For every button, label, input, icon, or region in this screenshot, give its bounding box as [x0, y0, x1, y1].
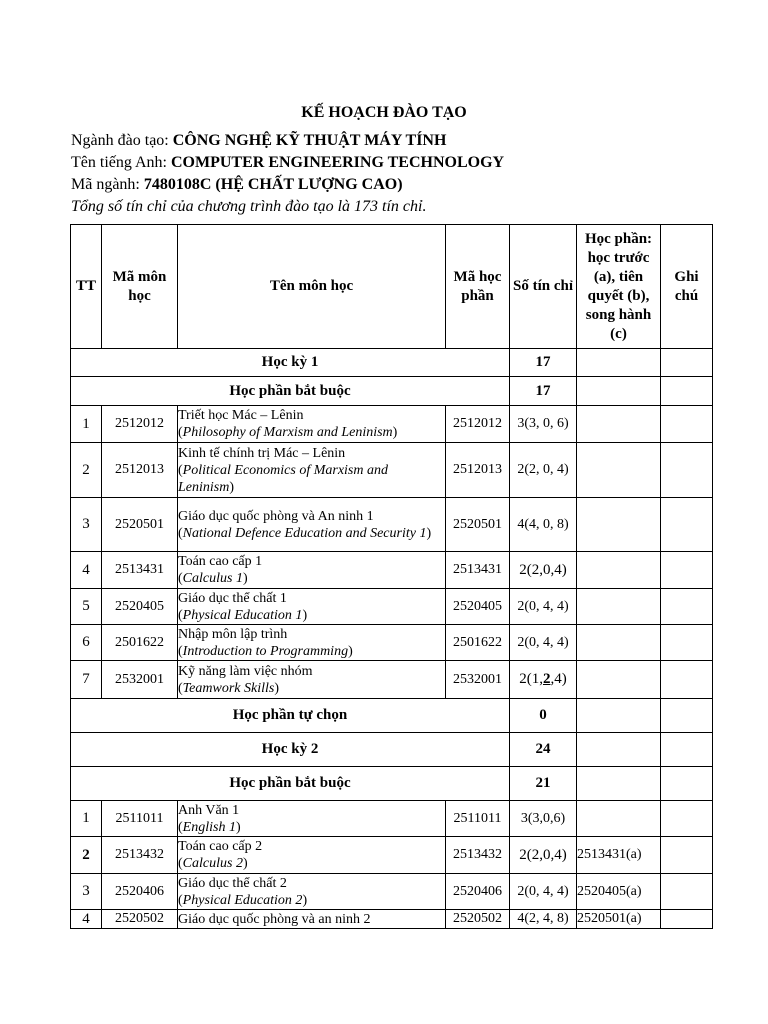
course-name-vi: Giáo dục quốc phòng và An ninh 1: [178, 508, 374, 524]
total-credits-note: Tổng số tín chỉ của chương trình đào tạo là 173 tín chỉ.: [71, 198, 427, 215]
row-index: 7: [71, 661, 102, 699]
credits: 3(3,0,6): [510, 801, 577, 837]
section-code: 2532001: [446, 661, 510, 699]
group-credits: 17: [510, 377, 577, 406]
course-code: 2513431: [102, 552, 178, 589]
course-name-vi: Giáo dục thể chất 2: [178, 875, 287, 891]
note: [661, 498, 713, 552]
row-index: 4: [71, 552, 102, 589]
row-index: 5: [71, 589, 102, 625]
semester-row: [71, 349, 713, 377]
course-name: Triết học Mác – Lênin (Philosophy of Marxism and Leninism): [178, 406, 446, 443]
note: [661, 406, 713, 443]
major-code-value: 7480108C (HỆ CHẤT LƯỢNG CAO): [143, 176, 403, 193]
major-line: [71, 130, 446, 152]
course-name: Toán cao cấp 1 (Calculus 1): [178, 552, 446, 589]
course-name-vi: Anh Văn 1: [178, 802, 240, 818]
section-code: 2501622: [446, 625, 510, 661]
table-row: [71, 837, 713, 874]
section-code: 2520501: [446, 498, 510, 552]
course-code: 2520502: [102, 910, 178, 929]
row-index: 1: [71, 801, 102, 837]
course-name-en: Calculus 1: [182, 571, 243, 586]
course-code: 2520406: [102, 874, 178, 910]
table-row: [71, 801, 713, 837]
group-credits: 0: [510, 699, 577, 733]
section-code: 2512013: [446, 443, 510, 498]
course-name: Anh Văn 1 (English 1): [178, 801, 446, 837]
prerequisites: 2513431(a): [577, 837, 661, 874]
credits-underlined-part: 2: [543, 671, 551, 687]
section-code: 2512012: [446, 406, 510, 443]
curriculum-table: [70, 224, 713, 929]
semester-label: Học kỳ 1: [71, 349, 510, 377]
table-header-row: [71, 225, 713, 349]
section-code: 2513431: [446, 552, 510, 589]
header-course-name: Tên môn học: [178, 225, 446, 349]
course-name-en: Physical Education 1: [182, 607, 303, 623]
note: [661, 801, 713, 837]
major-code-line: [71, 174, 403, 196]
row-index: 1: [71, 406, 102, 443]
group-label: Học phần tự chọn: [71, 699, 510, 733]
credits: 4(2, 4, 8): [510, 910, 577, 929]
row-index: 3: [71, 874, 102, 910]
course-name: Giáo dục thể chất 1 (Physical Education 1): [178, 589, 446, 625]
semester-credits: 17: [510, 349, 577, 377]
course-name-en: National Defence Education and Security 1: [182, 525, 427, 541]
course-name-en: Introduction to Programming: [182, 643, 349, 659]
course-code: 2501622: [102, 625, 178, 661]
semester-credits: 24: [510, 733, 577, 767]
header-credits: Số tín chỉ: [510, 225, 577, 349]
course-name: Giáo dục quốc phòng và An ninh 1 (National Defence Education and Security 1): [178, 498, 446, 552]
course-code: 2532001: [102, 661, 178, 699]
course-name-en: Physical Education 2: [182, 892, 303, 908]
table-row: [71, 910, 713, 929]
header-course-code: Mã môn học: [102, 225, 178, 349]
table-row: [71, 443, 713, 498]
group-credits: 21: [510, 767, 577, 801]
course-name-vi: Toán cao cấp 2: [178, 839, 263, 854]
course-name-en: Calculus 2: [182, 856, 243, 871]
english-name-label: Tên tiếng Anh:: [71, 154, 171, 171]
course-name-vi: Triết học Mác – Lênin: [178, 408, 304, 423]
row-index: 4: [71, 910, 102, 929]
section-code: 2511011: [446, 801, 510, 837]
course-name: Nhập môn lập trình (Introduction to Programming): [178, 625, 446, 661]
note: [661, 874, 713, 910]
prerequisites: 2520405(a): [577, 874, 661, 910]
prerequisites: [577, 801, 661, 837]
prerequisites: [577, 498, 661, 552]
note: [661, 552, 713, 589]
table-row: [71, 661, 713, 699]
course-name-vi: Toán cao cấp 1: [178, 554, 263, 569]
course-name-vi: Kỹ năng làm việc nhóm: [178, 663, 313, 679]
note: [661, 589, 713, 625]
course-code: 2520501: [102, 498, 178, 552]
prerequisites: [577, 552, 661, 589]
prerequisites: [577, 443, 661, 498]
course-name: Giáo dục quốc phòng và an ninh 2: [178, 910, 446, 929]
row-index: 6: [71, 625, 102, 661]
credits: 4(4, 0, 8): [510, 498, 577, 552]
required-group-row: [71, 767, 713, 801]
semester-row: [71, 733, 713, 767]
table-row: [71, 498, 713, 552]
credits: [510, 661, 577, 699]
header-section-code: Mã học phần: [446, 225, 510, 349]
section-code: 2520406: [446, 874, 510, 910]
course-code: 2520405: [102, 589, 178, 625]
header-tt: TT: [71, 225, 102, 349]
note: [661, 443, 713, 498]
major-code-label: Mã ngành:: [71, 176, 144, 193]
course-name: Toán cao cấp 2 (Calculus 2): [178, 837, 446, 874]
note: [661, 837, 713, 874]
section-code: 2513432: [446, 837, 510, 874]
course-name: Giáo dục thể chất 2 (Physical Education 2): [178, 874, 446, 910]
course-name-vi: Nhập môn lập trình: [178, 626, 288, 642]
credits: 2(0, 4, 4): [510, 874, 577, 910]
semester-label: Học kỳ 2: [71, 733, 510, 767]
credits: 3(3, 0, 6): [510, 406, 577, 443]
header-prerequisites: Học phần: học trước (a), tiên quyết (b), song hành (c): [577, 225, 661, 349]
prerequisites: [577, 625, 661, 661]
english-name-line: [71, 152, 504, 174]
course-name: Kinh tế chính trị Mác – Lênin (Political Economics of Marxism and Leninism): [178, 443, 446, 498]
table-row: [71, 589, 713, 625]
course-code: 2511011: [102, 801, 178, 837]
table-row: [71, 625, 713, 661]
english-name-value: COMPUTER ENGINEERING TECHNOLOGY: [170, 154, 505, 171]
group-label: Học phần bắt buộc: [71, 377, 510, 406]
note: [661, 910, 713, 929]
course-code: 2512013: [102, 443, 178, 498]
prerequisites: 2520501(a): [577, 910, 661, 929]
course-name-en: English 1: [182, 819, 236, 835]
note: [661, 625, 713, 661]
credits: 2(2,0,4): [510, 837, 577, 874]
section-code: 2520405: [446, 589, 510, 625]
header-note: Ghi chú: [661, 225, 713, 349]
major-label: Ngành đào tạo:: [71, 132, 173, 149]
document-title: KẾ HOẠCH ĐÀO TẠO: [301, 104, 467, 121]
prerequisites: [577, 661, 661, 699]
credits: 2(0, 4, 4): [510, 589, 577, 625]
credits-part: 2(1,: [519, 671, 543, 687]
course-code: 2513432: [102, 837, 178, 874]
row-index: 2: [71, 837, 102, 874]
credits-part: ,4): [550, 671, 567, 687]
prerequisites: [577, 406, 661, 443]
course-name-en: Political Economics of Marxism and Leninism: [178, 462, 388, 495]
course-name-en: Philosophy of Marxism and Leninism: [182, 425, 393, 440]
group-label: Học phần bắt buộc: [71, 767, 510, 801]
row-index: 3: [71, 498, 102, 552]
table-row: [71, 406, 713, 443]
credits: 2(0, 4, 4): [510, 625, 577, 661]
required-group-row: [71, 377, 713, 406]
course-name-vi: Giáo dục thể chất 1: [178, 590, 287, 606]
elective-group-row: [71, 699, 713, 733]
table-row: [71, 552, 713, 589]
major-value: CÔNG NGHỆ KỸ THUẬT MÁY TÍNH: [172, 132, 447, 149]
credits: 2(2,0,4): [510, 552, 577, 589]
course-name: Kỹ năng làm việc nhóm (Teamwork Skills): [178, 661, 446, 699]
course-name-en: Teamwork Skills: [182, 680, 275, 696]
section-code: 2520502: [446, 910, 510, 929]
course-name-vi: Kinh tế chính trị Mác – Lênin: [178, 445, 346, 461]
credits: 2(2, 0, 4): [510, 443, 577, 498]
note: [661, 661, 713, 699]
course-code: 2512012: [102, 406, 178, 443]
table-row: [71, 874, 713, 910]
prerequisites: [577, 589, 661, 625]
row-index: 2: [71, 443, 102, 498]
